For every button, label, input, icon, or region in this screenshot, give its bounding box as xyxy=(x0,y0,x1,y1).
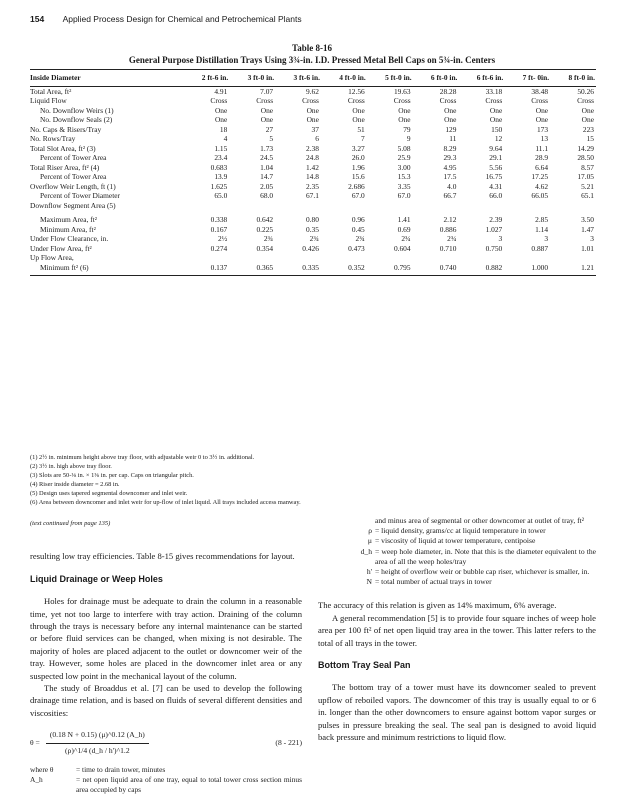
table-cell: 1.01 xyxy=(581,243,594,253)
row-label: Minimum Area, ft² xyxy=(40,224,96,234)
table-cell: 1.41 xyxy=(397,215,411,224)
row-label: Percent of Tower Area xyxy=(40,153,107,162)
table-cell: 11.1 xyxy=(535,143,549,153)
table-cell: 0.887 xyxy=(531,243,549,253)
table-row xyxy=(30,191,596,201)
paragraph: A general recommendation [5] is to provide four square inches of weep hole area per 100 ft² of net open liquid tray area in the tower. This latter refers to the total of all trays in the tower. xyxy=(318,612,596,648)
paragraph: resulting low tray efficiencies. Table 8-15 gives recommendations for layout. xyxy=(30,551,295,562)
table-cell: 19.63 xyxy=(393,86,411,96)
table-cell: Cross xyxy=(302,96,319,105)
table-cell: 5.08 xyxy=(397,143,411,153)
column-header: Inside Diameter xyxy=(30,70,183,87)
table-cell: 29.1 xyxy=(489,153,503,162)
table-cell: 0.604 xyxy=(393,243,411,253)
equation-numerator: (0.18 N + 0.15) (μ)^0.12 (A_h) xyxy=(46,729,149,743)
table-cell xyxy=(413,253,459,263)
paragraph: The study of Broaddus et al. [7] can be used to develop the following drainage time relation, and is based on fluids of several different densities and viscosities: xyxy=(30,683,302,718)
table-cell: 14.8 xyxy=(305,172,319,181)
table-cell: 5.56 xyxy=(489,162,503,172)
running-title: Applied Process Design for Chemical and Petrochemical Plants xyxy=(62,14,302,24)
table-cell: 0.352 xyxy=(321,263,367,276)
table-cell: 0.338 xyxy=(210,215,228,224)
table-cell xyxy=(367,201,413,211)
table-cell: 4 xyxy=(223,134,228,143)
row-label: Percent of Tower Area xyxy=(40,172,107,181)
table-cell xyxy=(229,201,275,211)
definition-text: = liquid density, grams/cc at liquid temperature in tower xyxy=(375,526,546,536)
table-cell: 0.80 xyxy=(305,215,319,224)
table-cell: 4.95 xyxy=(443,162,457,172)
table-row xyxy=(30,210,596,225)
table-note: (6) Area between downcomer and inlet weir for up-flow of inlet liquid. All trays included access manway. xyxy=(30,499,301,506)
table-cell xyxy=(275,253,321,263)
table-cell: 2¾ xyxy=(401,234,411,243)
table-row xyxy=(30,125,596,135)
table-cell: 17.5 xyxy=(443,172,457,181)
table-cell: One xyxy=(306,105,319,115)
row-label: Minimum ft² (6) xyxy=(30,263,183,276)
table-cell: 2.12 xyxy=(443,215,457,224)
table-cell: 65.0 xyxy=(214,191,228,200)
table-cell: 0.225 xyxy=(256,224,274,234)
table-cell: 0.354 xyxy=(256,243,274,253)
table-cell: 4.0 xyxy=(447,181,457,191)
table-cell: 26.0 xyxy=(351,153,365,162)
table-cell xyxy=(183,201,229,211)
table-cell: 66.05 xyxy=(531,191,549,200)
table-row xyxy=(30,263,596,276)
table-cell: 79 xyxy=(403,124,411,134)
table-cell xyxy=(229,253,275,263)
table-row xyxy=(30,234,596,244)
table-cell: 0.69 xyxy=(397,224,411,234)
table-cell: 3 xyxy=(498,234,503,243)
table-cell: 0.886 xyxy=(439,224,457,234)
row-label: No. Downflow Weirs (1) xyxy=(40,105,114,115)
table-cell: 14.7 xyxy=(260,172,274,181)
table-cell: 18 xyxy=(219,124,228,134)
table-cell: One xyxy=(489,105,503,115)
definition-row xyxy=(318,547,596,567)
table-cell: One xyxy=(214,115,228,124)
table-cell: 0.426 xyxy=(302,243,319,253)
table-cell: 67.0 xyxy=(397,191,411,200)
table-cell: 1.000 xyxy=(504,263,550,276)
table-cell: 17.05 xyxy=(577,172,594,181)
page-number: 154 xyxy=(30,14,45,24)
table-cell: 67.1 xyxy=(305,191,319,200)
row-label: No. Rows/Tray xyxy=(30,134,76,143)
table-cell xyxy=(275,201,321,211)
table-cell: 2.05 xyxy=(260,181,274,191)
table-cell: One xyxy=(398,115,411,124)
table-cell: 0.750 xyxy=(485,243,503,253)
table-cell: 0.167 xyxy=(210,224,228,234)
definition-text: = height of overflow weir or bubble cap riser, whichever is smaller, in. xyxy=(375,567,590,577)
table-row xyxy=(30,144,596,154)
paragraph: The accuracy of this relation is given as 14% maximum, 6% average. xyxy=(318,600,557,611)
table-row xyxy=(30,172,596,182)
table-cell: One xyxy=(581,115,594,124)
table-cell: 27 xyxy=(265,124,274,134)
definition-text: = time to drain tower, minutes xyxy=(76,765,166,775)
table-cell: One xyxy=(535,105,549,115)
definition-symbol: μ xyxy=(367,536,372,546)
table-cell: Cross xyxy=(393,96,411,105)
table-cell: 24.8 xyxy=(305,153,319,162)
table-cell: 7 xyxy=(361,134,365,143)
table-cell: One xyxy=(581,105,594,115)
row-label: Maximum Area, ft² xyxy=(40,215,98,224)
table-cell: 24.5 xyxy=(260,153,274,162)
table-cell: 0.642 xyxy=(256,215,274,224)
table-cell: 3 xyxy=(590,234,594,243)
row-label: Under Flow Area, ft² xyxy=(30,243,92,253)
right-column xyxy=(318,516,596,743)
table-cell: 50.26 xyxy=(577,86,594,96)
table-cell: Cross xyxy=(347,96,365,105)
table-cell: Cross xyxy=(210,96,228,105)
table-cell: One xyxy=(444,105,457,115)
row-label: Under Flow Clearance, in. xyxy=(30,234,109,243)
tray-data-table xyxy=(30,69,596,276)
table-cell: 23.4 xyxy=(214,153,228,162)
table-cell: One xyxy=(352,105,365,115)
table-cell: 3.35 xyxy=(397,181,411,191)
table-row xyxy=(30,115,596,125)
table-cell: 223 xyxy=(582,124,594,134)
definition-text: = weep hole diameter, in. Note that this is the diameter equivalent to the area of all the weep holes/tray xyxy=(375,546,596,566)
table-cell: 25.9 xyxy=(397,153,411,162)
table-cell: One xyxy=(306,115,319,124)
table-cell: 33.18 xyxy=(485,86,503,96)
table-cell: 0.335 xyxy=(275,263,321,276)
row-label: Liquid Flow xyxy=(30,96,67,105)
table-cell: 0.740 xyxy=(413,263,459,276)
table-cell: 9 xyxy=(406,134,411,143)
definition-row xyxy=(30,775,302,795)
table-row xyxy=(30,201,596,211)
row-label: Total Riser Area, ft² (4) xyxy=(30,162,100,172)
table-cell xyxy=(413,201,459,211)
table-cell: 68.0 xyxy=(260,191,274,200)
column-header: 3 ft-6 in. xyxy=(275,70,321,87)
table-cell: Cross xyxy=(531,96,549,105)
table-cell: One xyxy=(444,115,457,124)
table-cell: 15.3 xyxy=(397,172,411,181)
table-row xyxy=(30,134,596,144)
table-cell: 1.625 xyxy=(210,181,228,191)
table-cell: 0.882 xyxy=(458,263,504,276)
row-label: Total Slot Area, ft² (3) xyxy=(30,143,96,153)
table-cell: 9.62 xyxy=(305,86,319,96)
table-cell: 17.25 xyxy=(531,172,549,181)
paragraph: Holes for drainage must be adequate to drain the column in a reasonable time, yet not too large to interfere with tray action. Draining of the column through the trays is necessary before any internal maintenance can be started or before fluid services can be changed, when mixing is not desirable. The majority of holes are placed adjacent to the outlet or downcomer weir of the tray. However, some holes are placed in the downcomer inlet area or any suspected low point in the mechanical layout of the column. xyxy=(30,596,302,681)
table-cell: 28.28 xyxy=(439,86,457,96)
definition-symbol: ρ xyxy=(368,526,372,536)
left-column xyxy=(30,518,302,795)
definition-text: = viscosity of liquid at tower temperature, centipoise xyxy=(375,536,536,546)
table-cell: 1.21 xyxy=(550,263,596,276)
table-cell: 8.29 xyxy=(443,143,457,153)
table-cell: One xyxy=(260,115,274,124)
definition-row xyxy=(318,567,596,577)
table-note: (5) Design uses tapered segmental downcomer and inlet weir. xyxy=(30,490,188,497)
table-cell: 1.14 xyxy=(535,224,549,234)
table-cell: 173 xyxy=(536,124,549,134)
column-header: 4 ft-0 in. xyxy=(321,70,367,87)
table-caption: General Purpose Distillation Trays Using 3¾-in. I.D. Pressed Metal Bell Caps on 5¾-in. Centers xyxy=(128,55,496,65)
table-header-row xyxy=(30,70,596,87)
row-label: No. Caps & Risers/Tray xyxy=(30,124,102,134)
table-cell: 15 xyxy=(586,134,594,143)
table-cell xyxy=(550,253,596,263)
table-cell: 2.39 xyxy=(489,215,503,224)
column-header: 5 ft-0 in. xyxy=(367,70,413,87)
table-cell: 66.7 xyxy=(443,191,457,200)
table-cell xyxy=(458,253,504,263)
table-cell xyxy=(504,201,550,211)
table-cell: 0.274 xyxy=(210,243,228,253)
definition-row xyxy=(318,577,596,587)
variable-definitions-continued xyxy=(318,516,596,587)
table-cell: 38.48 xyxy=(531,86,549,96)
table-row xyxy=(30,153,596,163)
running-header xyxy=(30,14,594,24)
continued-note: (text continued from page 135) xyxy=(30,520,111,527)
table-number: Table 8-16 xyxy=(292,43,332,53)
column-header: 6 ft-6 in. xyxy=(458,70,504,87)
column-header: 2 ft-6 in. xyxy=(183,70,229,87)
table-cell: 2.35 xyxy=(305,181,319,191)
table-cell: 2¾ xyxy=(355,234,365,243)
table-cell xyxy=(458,201,504,211)
table-cell xyxy=(504,253,550,263)
definition-row xyxy=(318,526,596,536)
table-cell: 13 xyxy=(540,134,549,143)
table-cell: 28.9 xyxy=(535,153,549,162)
table-cell: 0.96 xyxy=(351,215,365,224)
table-row xyxy=(30,163,596,173)
row-label: No. Downflow Seals (2) xyxy=(40,115,113,124)
table-cell: 2¾ xyxy=(263,234,274,243)
equation-lhs: θ = xyxy=(30,737,40,747)
table-cell: 0.795 xyxy=(367,263,413,276)
table-cell: 12 xyxy=(494,134,503,143)
table-cell: 1.04 xyxy=(260,162,274,172)
table-cell: 2.38 xyxy=(305,143,319,153)
table-cell: Cross xyxy=(485,96,503,105)
definition-row xyxy=(318,536,596,546)
section-heading: Liquid Drainage or Weep Holes xyxy=(30,573,163,584)
table-row xyxy=(30,182,596,192)
table-cell: One xyxy=(352,115,365,124)
table-cell: 2½ xyxy=(218,234,228,243)
table-cell: 3 xyxy=(544,234,549,243)
table-cell: 6.64 xyxy=(535,162,549,172)
table-cell: Cross xyxy=(256,96,274,105)
table-row xyxy=(30,225,596,235)
table-cell: 1.42 xyxy=(305,162,319,172)
table-title xyxy=(0,42,624,66)
table-cell: 3.27 xyxy=(351,143,365,153)
table-row xyxy=(30,253,596,263)
table-row xyxy=(30,244,596,254)
table-cell: 0.683 xyxy=(210,162,228,172)
table-cell: 5.21 xyxy=(581,181,594,191)
table-cell: 28.50 xyxy=(577,153,594,162)
table-cell: 2.85 xyxy=(535,215,549,224)
column-header: 3 ft-0 in. xyxy=(229,70,275,87)
table-cell: 3.50 xyxy=(581,215,594,224)
table-cell: 4.91 xyxy=(214,86,228,96)
table-cell: 0.473 xyxy=(348,243,365,253)
row-label: Downflow Segment Area (5) xyxy=(30,200,116,210)
table-cell: 0.137 xyxy=(183,263,229,276)
table-cell: Cross xyxy=(577,96,594,105)
table-cell: 2¾ xyxy=(447,234,457,243)
table-cell: 1.96 xyxy=(351,162,365,172)
table-cell: 12.56 xyxy=(348,86,365,96)
definition-symbol: h' xyxy=(366,567,372,577)
column-header: 7 ft- 0in. xyxy=(504,70,550,87)
table-cell: 1.027 xyxy=(485,224,503,234)
table-row xyxy=(30,106,596,116)
row-label: Overflow Weir Length, ft (1) xyxy=(30,181,116,191)
table-cell xyxy=(321,253,367,263)
table-cell: Cross xyxy=(439,96,457,105)
table-cell: 2.686 xyxy=(348,181,365,191)
table-cell: One xyxy=(260,105,274,115)
table-cell: 67.0 xyxy=(351,191,365,200)
table-cell: 3.00 xyxy=(397,162,411,172)
column-header: 8 ft-0 in. xyxy=(550,70,596,87)
table-cell: 6 xyxy=(315,134,319,143)
table-cell xyxy=(367,253,413,263)
definition-text: = total number of actual trays in tower xyxy=(375,577,492,587)
table-cell: 29.3 xyxy=(443,153,457,162)
table-row xyxy=(30,86,596,96)
table-cell xyxy=(550,201,596,211)
equation-8-221 xyxy=(30,729,302,757)
column-header: 6 ft-0 in. xyxy=(413,70,459,87)
table-cell: 13.9 xyxy=(214,172,228,181)
definition-symbol: where θ xyxy=(30,765,54,775)
table-note: (4) Riser inside diameter = 2.68 in. xyxy=(30,481,120,488)
table-cell: 1.47 xyxy=(581,224,594,234)
variable-definitions xyxy=(30,765,302,795)
table-cell: One xyxy=(535,115,549,124)
table-cell: 66.0 xyxy=(489,191,503,200)
table-cell: 1.73 xyxy=(260,143,274,153)
definition-symbol xyxy=(318,516,375,526)
definition-symbol: A_h xyxy=(30,775,43,785)
table-cell: 2¾ xyxy=(309,234,319,243)
table-cell: 5 xyxy=(269,134,274,143)
table-cell xyxy=(321,201,367,211)
table-cell: 9.64 xyxy=(489,143,503,153)
row-label: Percent of Tower Diameter xyxy=(40,191,120,200)
table-cell: 11 xyxy=(449,134,457,143)
definition-symbol: N xyxy=(366,577,372,587)
table-cell: One xyxy=(214,105,228,115)
table-cell: 0.35 xyxy=(305,224,319,234)
table-cell: 0.710 xyxy=(439,243,457,253)
table-cell xyxy=(183,253,229,263)
definition-row xyxy=(30,765,302,775)
definition-text: = net open liquid area of one tray, equal to total tower cross section minus area occupied by caps xyxy=(76,775,302,795)
definition-row xyxy=(318,516,596,526)
table-cell: One xyxy=(489,115,503,124)
definition-symbol: d_h xyxy=(360,546,372,556)
row-label: Up Flow Area, xyxy=(30,253,74,262)
table-cell: 16.75 xyxy=(485,172,503,181)
table-cell: 1.15 xyxy=(214,143,228,153)
table-cell: 4.31 xyxy=(489,181,503,191)
table-cell: 129 xyxy=(445,124,457,134)
equation-number: (8 - 221) xyxy=(275,737,302,747)
table-cell: 7.07 xyxy=(260,86,274,96)
section-heading: Bottom Tray Seal Pan xyxy=(318,660,411,671)
table-row xyxy=(30,96,596,106)
table-cell: 150 xyxy=(491,124,503,134)
row-label: Total Area, ft² xyxy=(30,86,72,96)
table-cell: 65.1 xyxy=(581,191,594,200)
equation-fraction xyxy=(46,729,149,757)
table-cell: 15.6 xyxy=(351,172,365,181)
table-note: (3) Slots are 50-⅛ in. × 1⅜ in. per cap. Caps on triangular pitch. xyxy=(30,472,194,479)
definition-text: and minus area of segmental or other downcomer at outlet of tray, ft² xyxy=(375,516,585,525)
table-note: (2) 3½ in. high above tray floor. xyxy=(30,463,112,470)
table-cell: 8.57 xyxy=(581,162,594,172)
equation-denominator: (ρ)^1/4 (d_h / h')^1.2 xyxy=(65,745,130,755)
table-note: (1) 2½ in. minimum height above tray floor, with adjustable weir 0 to 3½ in. additional. xyxy=(30,454,255,461)
paragraph: The bottom tray of a tower must have its downcomer sealed to prevent upflow of reboiled vapors. The downcomer of this tray is usually equal to or 6 in. longer than the other downcomers to ensure against bottom vapor surges or pulses in pressure breaking the seal. The seal pan is designed to avoid liquid back pressure and minimum restrictions to liquid flow. xyxy=(318,682,596,743)
table-cell: 4.62 xyxy=(535,181,549,191)
table-cell: 0.45 xyxy=(351,224,365,234)
table-cell: 51 xyxy=(357,124,365,134)
table-notes xyxy=(30,453,301,507)
table-cell: 14.29 xyxy=(577,143,594,153)
table-cell: 37 xyxy=(311,124,319,134)
table-cell: 0.365 xyxy=(229,263,275,276)
table-cell: One xyxy=(398,105,411,115)
